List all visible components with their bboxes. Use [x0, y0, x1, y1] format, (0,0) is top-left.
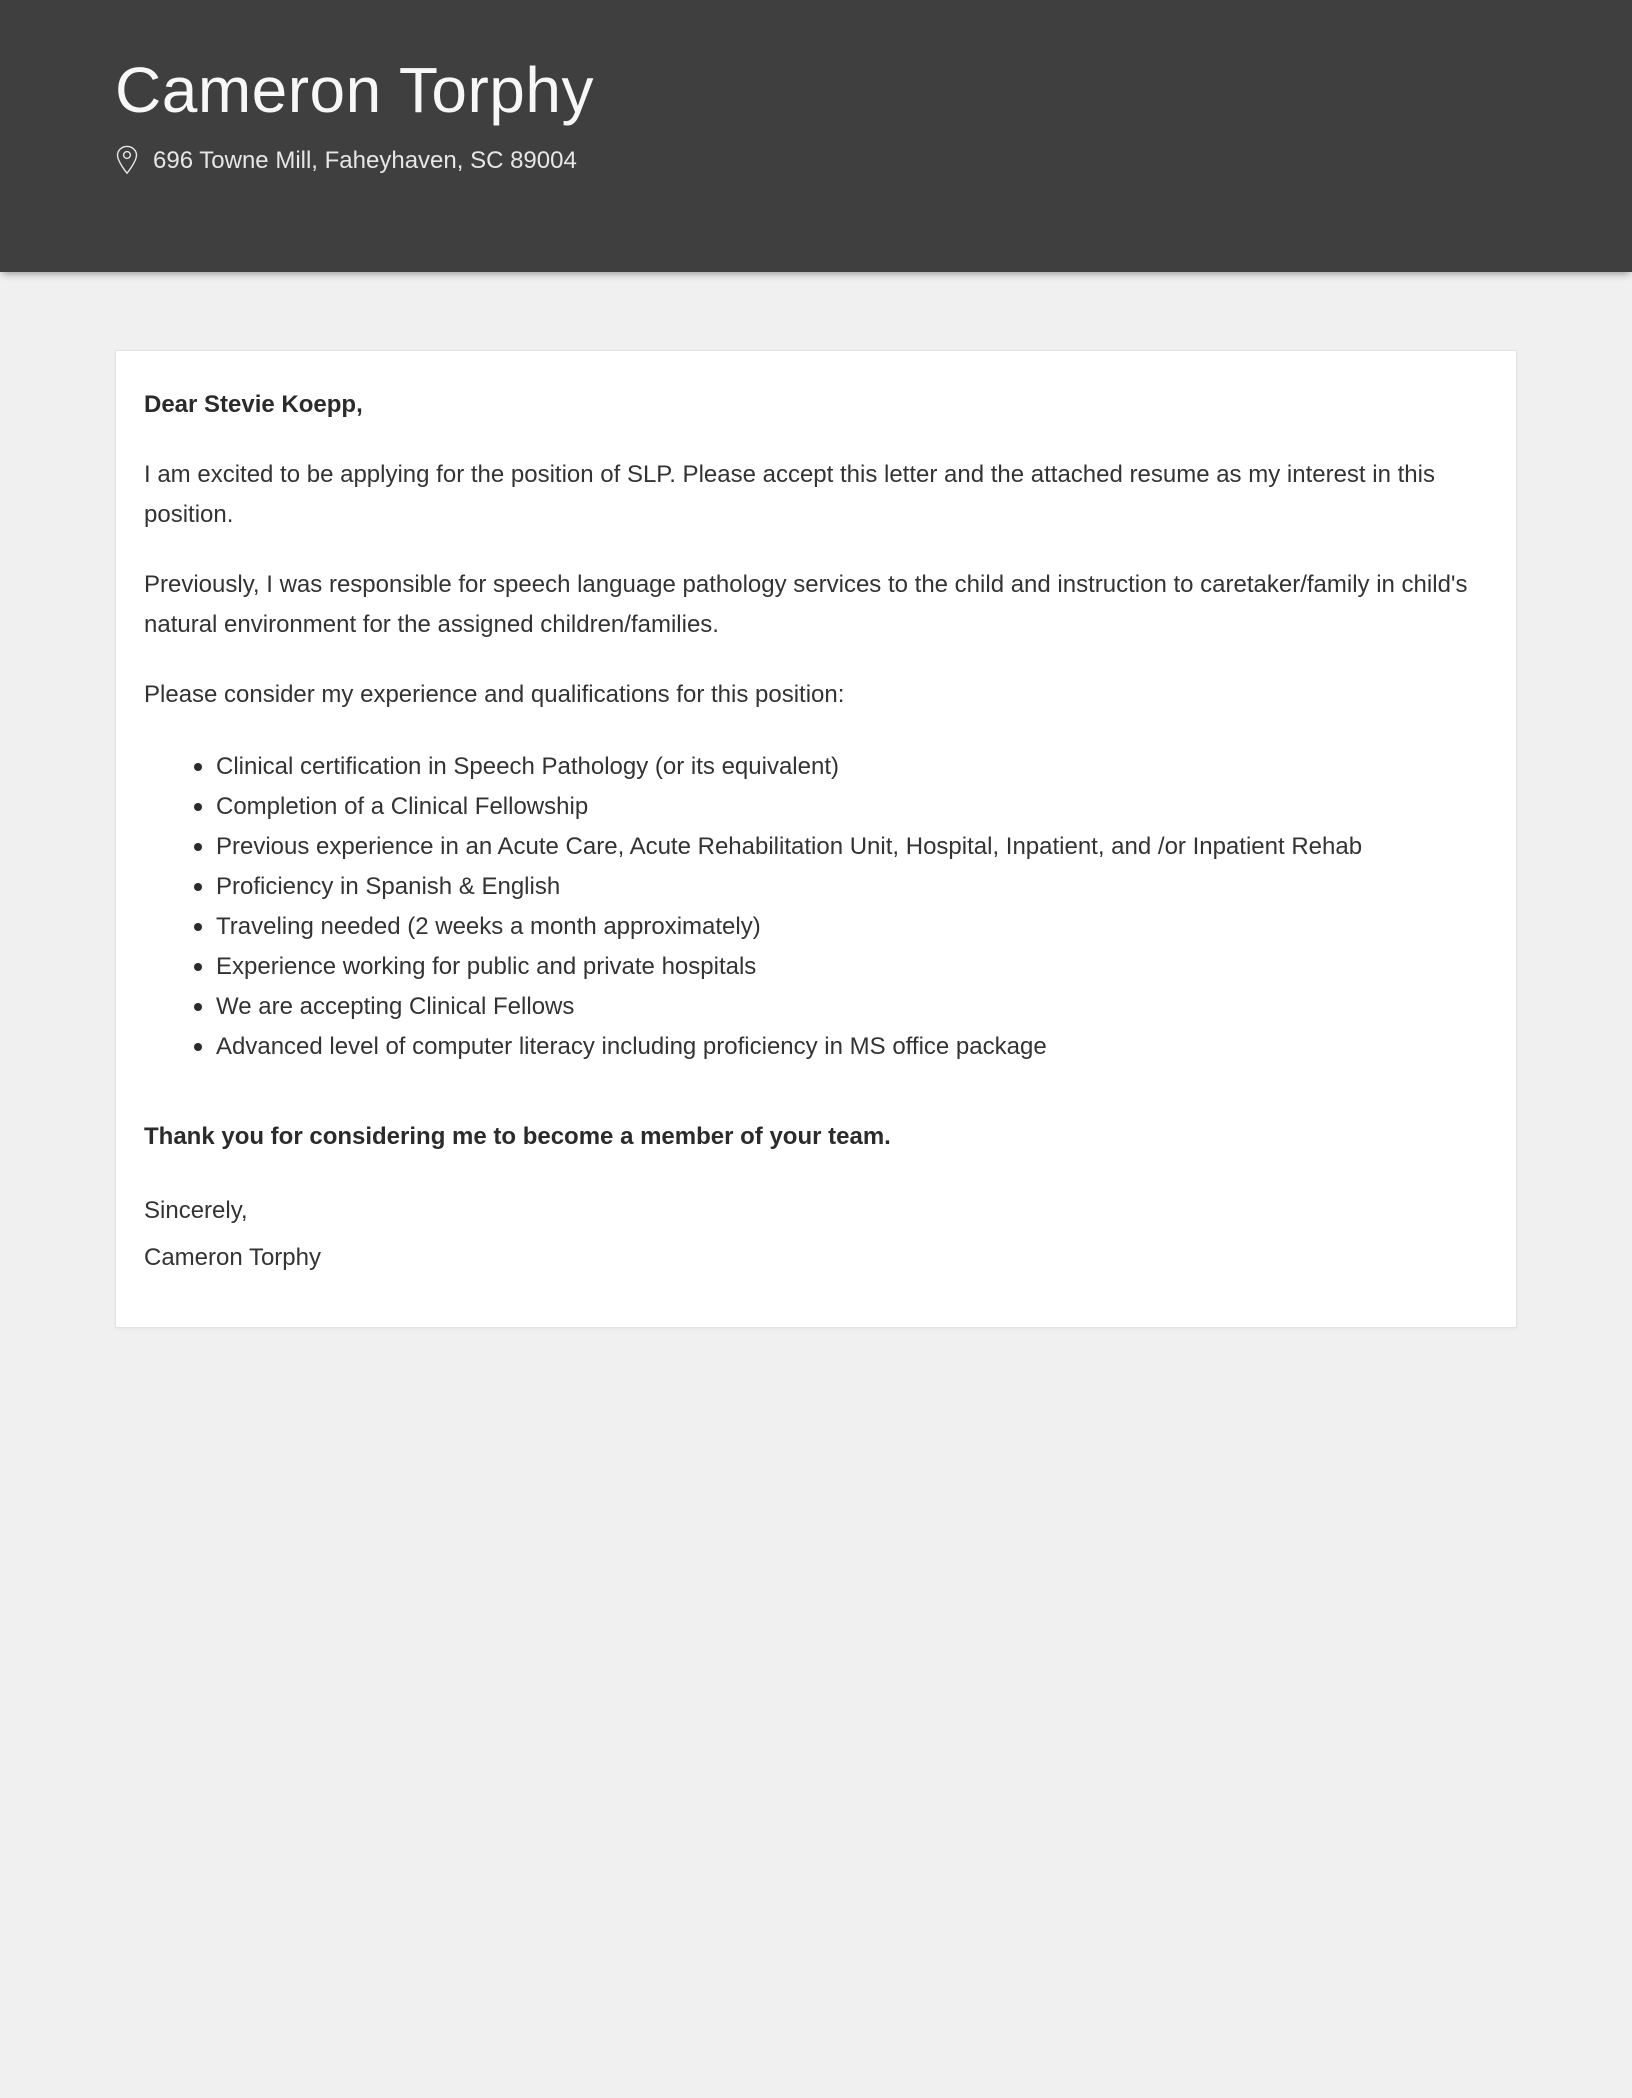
location-pin-icon	[115, 145, 139, 177]
list-item: We are accepting Clinical Fellows	[188, 987, 1486, 1027]
list-item: Previous experience in an Acute Care, Acute Rehabilitation Unit, Hospital, Inpatient, and /or Inpatient Rehab	[188, 827, 1486, 867]
list-item: Proficiency in Spanish & English	[188, 867, 1486, 907]
address-row	[115, 145, 1632, 177]
salutation: Dear Stevie Koepp,	[144, 391, 363, 418]
list-item: Experience working for public and private hospitals	[188, 947, 1486, 987]
signature-name: Cameron Torphy	[144, 1244, 321, 1271]
header-band	[0, 0, 1632, 272]
qualifications-list	[144, 747, 1486, 1067]
list-item: Traveling needed (2 weeks a month approximately)	[188, 907, 1486, 947]
header-content	[0, 0, 1632, 177]
address-text: 696 Towne Mill, Faheyhaven, SC 89004	[153, 146, 577, 174]
list-item: Completion of a Clinical Fellowship	[188, 787, 1486, 827]
paragraph-experience: Previously, I was responsible for speech language pathology services to the child and instruction to caretaker/family in child's natural environment for the assigned children/families.	[144, 571, 1468, 638]
list-item: Advanced level of computer literacy including proficiency in MS office package	[188, 1027, 1486, 1067]
list-item: Clinical certification in Speech Pathology (or its equivalent)	[188, 747, 1486, 787]
closing-block	[144, 1187, 1486, 1281]
thank-you-line: Thank you for considering me to become a member of your team.	[144, 1123, 891, 1150]
closing-word: Sincerely,	[144, 1197, 248, 1224]
paragraph-consider: Please consider my experience and qualifications for this position:	[144, 681, 845, 708]
page-body	[0, 350, 1632, 1328]
cover-letter-card	[115, 350, 1517, 1328]
paragraph-intro: I am excited to be applying for the position of SLP. Please accept this letter and the attached resume as my interest in this position.	[144, 461, 1435, 528]
person-name: Cameron Torphy	[115, 54, 594, 126]
